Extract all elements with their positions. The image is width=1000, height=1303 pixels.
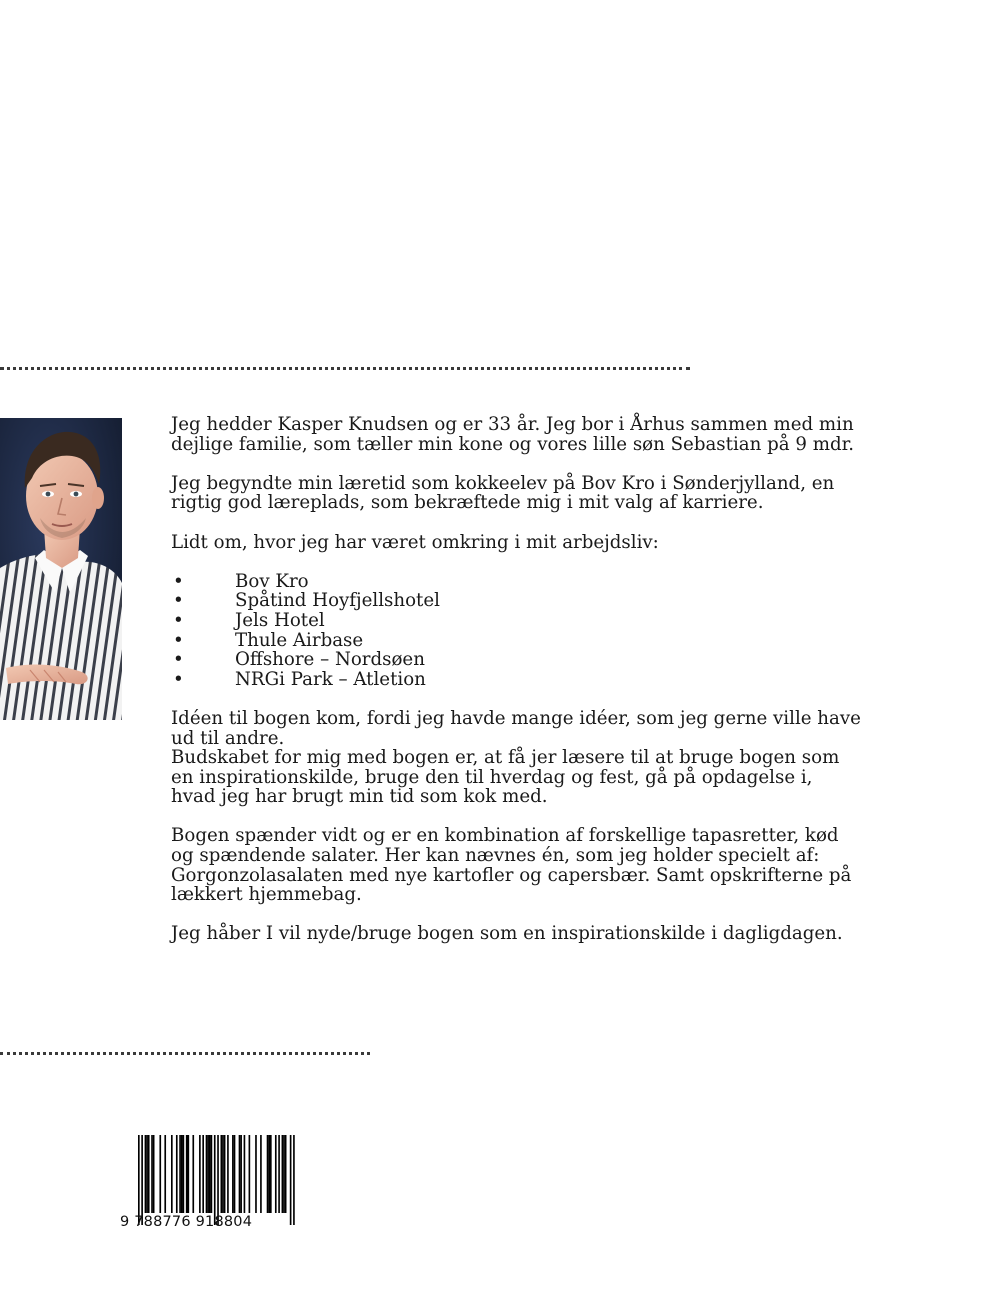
barcode-bar bbox=[221, 1135, 223, 1213]
barcode-bar bbox=[207, 1135, 209, 1213]
author-portrait-illustration bbox=[0, 418, 122, 720]
barcode-bar bbox=[148, 1135, 150, 1213]
list-item bbox=[171, 591, 861, 611]
barcode-bar bbox=[145, 1135, 147, 1213]
barcode-bar bbox=[171, 1135, 173, 1213]
barcode-bar bbox=[222, 1135, 224, 1213]
list-item bbox=[171, 650, 861, 670]
author-biography bbox=[171, 415, 861, 964]
bullet-icon: • bbox=[173, 590, 184, 612]
barcode-bar bbox=[234, 1135, 236, 1213]
barcode-bar bbox=[267, 1135, 269, 1213]
list-item bbox=[171, 611, 861, 631]
bullet-icon: • bbox=[173, 629, 184, 651]
barcode-bar bbox=[227, 1135, 229, 1213]
barcode-bar bbox=[217, 1135, 219, 1225]
barcode-bar bbox=[293, 1135, 295, 1225]
barcode-bar bbox=[275, 1135, 277, 1213]
barcode-bar bbox=[186, 1135, 188, 1213]
barcode-bar bbox=[192, 1135, 194, 1213]
barcode-bar bbox=[202, 1135, 204, 1213]
barcode-bar bbox=[138, 1135, 140, 1225]
barcode-bar bbox=[146, 1135, 148, 1213]
barcode-bar bbox=[183, 1135, 185, 1213]
barcode-bar bbox=[268, 1135, 270, 1213]
list-item bbox=[171, 670, 861, 690]
barcode-bar bbox=[232, 1135, 234, 1213]
list-item-label: Spåtind Hoyfjellshotel bbox=[235, 590, 440, 612]
bullet-icon: • bbox=[173, 570, 184, 592]
barcode-bar bbox=[179, 1135, 181, 1213]
career-list bbox=[171, 572, 861, 690]
barcode-bar bbox=[214, 1135, 216, 1225]
barcode-bar bbox=[164, 1135, 166, 1213]
barcode-bar bbox=[270, 1135, 272, 1213]
bio-paragraph-career-intro: Lidt om, hvor jeg har været omkring i mit arbejdsliv: bbox=[171, 531, 659, 553]
list-item bbox=[171, 631, 861, 651]
bio-paragraph-closing: Jeg håber I vil nyde/bruge bogen som en inspirationskilde i dagligdagen. bbox=[171, 923, 843, 945]
list-item-label: Bov Kro bbox=[235, 570, 309, 592]
bio-paragraph-intro: Jeg hedder Kasper Knudsen og er 33 år. Jeg bor i Århus sammen med min dejlige familie, som tæller min kone og vores lille søn Sebastian på 9 mdr. bbox=[171, 414, 855, 455]
bio-paragraph-apprenticeship: Jeg begyndte min læretid som kokkeelev på Bov Kro i Sønderjylland, en rigtig god læreplads, som bekræftede mig i mit valg af karriere. bbox=[171, 472, 835, 514]
barcode-bar bbox=[206, 1135, 208, 1213]
barcode-bar bbox=[199, 1135, 201, 1213]
barcode-bar bbox=[159, 1135, 161, 1213]
top-dotted-divider bbox=[0, 367, 690, 370]
list-item-label: NRGi Park – Atletion bbox=[235, 668, 426, 690]
barcode-bar bbox=[282, 1135, 284, 1213]
list-item-label: Offshore – Nordsøen bbox=[235, 649, 425, 671]
bullet-icon: • bbox=[173, 649, 184, 671]
barcode-bar bbox=[240, 1135, 242, 1213]
barcode-bar bbox=[255, 1135, 257, 1213]
barcode-bar bbox=[224, 1135, 226, 1213]
barcode-bar bbox=[188, 1135, 190, 1213]
barcode-digits: 9 788776 918804 bbox=[120, 1214, 253, 1230]
list-item bbox=[171, 572, 861, 592]
bullet-icon: • bbox=[173, 609, 184, 631]
barcode-bar bbox=[278, 1135, 280, 1213]
author-photo bbox=[0, 418, 122, 720]
barcode-bar bbox=[260, 1135, 262, 1213]
barcode-bar bbox=[153, 1135, 155, 1213]
barcode-bar bbox=[181, 1135, 183, 1213]
barcode-bar bbox=[244, 1135, 246, 1213]
barcode-bar bbox=[283, 1135, 285, 1213]
bio-paragraph-book-contents: Bogen spænder vidt og er en kombination af forskellige tapasretter, kød og spændende salater. Her kan nævnes én, som jeg holder specielt af: Gorgonzolasalaten med nye kartofler og capersbær. Samt opskrifterne på lækkert hjemmebag. bbox=[171, 825, 852, 906]
barcode-bar bbox=[239, 1135, 241, 1213]
bio-paragraph-book-idea: Idéen til bogen kom, fordi jeg havde mange idéer, som jeg gerne ville have ud til andre. bbox=[171, 707, 861, 749]
bullet-icon: • bbox=[173, 668, 184, 690]
barcode-bar bbox=[209, 1135, 211, 1213]
barcode-bar bbox=[290, 1135, 292, 1225]
barcode-bar bbox=[249, 1135, 251, 1213]
barcode-bar bbox=[176, 1135, 178, 1213]
bio-paragraph-book-message: Budskabet for mig med bogen er, at få jer læsere til at bruge bogen som en inspirationskilde, bruge den til hverdag og fest, gå på opdagelse i, hvad jeg har brugt min tid som kok med. bbox=[171, 747, 840, 808]
barcode-bar bbox=[211, 1135, 213, 1213]
list-item-label: Thule Airbase bbox=[235, 629, 364, 651]
barcode-bar bbox=[285, 1135, 287, 1213]
barcode-bar bbox=[151, 1135, 153, 1213]
barcode-bar bbox=[141, 1135, 143, 1225]
bottom-dotted-divider bbox=[0, 1052, 370, 1055]
list-item-label: Jels Hotel bbox=[235, 609, 325, 631]
